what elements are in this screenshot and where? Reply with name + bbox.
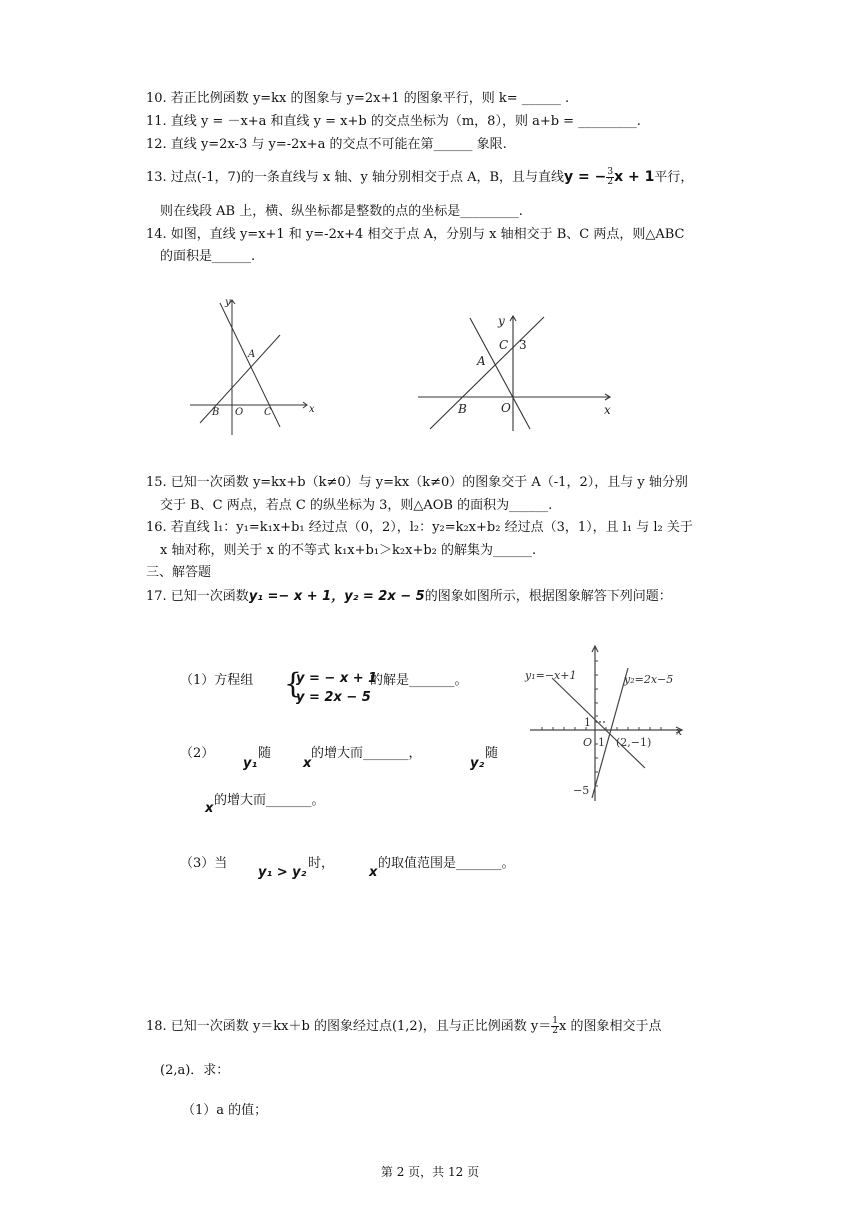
q13-text-1: 13. 过点(-1，7)的一条直线与 x 轴、y 轴分别相交于点 A，B，且与直线	[146, 170, 565, 185]
q17-x-symbol-3: x	[369, 865, 378, 880]
q17-shi: 时，	[308, 856, 335, 871]
q13-fraction	[606, 168, 614, 187]
q17-part-3-answer: 的取值范围是_______。	[378, 856, 515, 871]
q17-sui-2: 随	[485, 746, 499, 761]
question-13-line-2: 则在线段 AB 上，横、纵坐标都是整数的点的坐标是_________.	[160, 204, 523, 219]
question-16-line-2: x 轴对称，则关于 x 的不等式 k₁x+b₁＞k₂x+b₂ 的解集为______.	[160, 543, 537, 558]
question-15-line-2: 交于 B、C 两点，若点 C 的纵坐标为 3，则△AOB 的面积为______.	[160, 498, 553, 513]
q17-part-3-label: （3）当	[180, 856, 228, 871]
q18-text-1: 18. 已知一次函数 y＝kx＋b 的图象经过点(1,2)，且与正比例函数 y＝	[146, 1019, 552, 1034]
question-18-line-1	[146, 1017, 661, 1036]
q17-part-2-label: （2）	[180, 746, 215, 761]
fig2-intercept-3: 3	[519, 338, 527, 352]
q17-y1-symbol: y₁	[243, 756, 258, 771]
figure-1-graph	[185, 295, 325, 435]
q17-system-eq-1: y = − x + 1	[296, 671, 378, 686]
q17-x-symbol-2: x	[205, 801, 214, 816]
question-18-part-1: （1）a 的值；	[182, 1103, 268, 1118]
figure-3-graph	[520, 643, 700, 803]
fig3-origin: O	[583, 736, 593, 749]
q13-eq-lhs: y = −	[564, 169, 607, 185]
fig2-x-label: x	[604, 403, 611, 417]
q18-frac-num: 1	[552, 1016, 558, 1026]
page-footer: 第 2 页，共 12 页	[380, 1165, 480, 1179]
fig2-point-b: B	[458, 402, 467, 416]
q18-fraction	[551, 1017, 559, 1036]
fig1-point-b: B	[212, 407, 220, 418]
fig2-line-1	[430, 317, 544, 429]
question-11: 11. 直线 y = －x+a 和直线 y = x+b 的交点坐标为（m，8），则 a+b = _________.	[146, 114, 641, 129]
q17-part-1-answer: 的解是_______。	[370, 673, 468, 688]
fig3-neg5: −5	[573, 784, 590, 797]
q17-condition: y₁ > y₂	[258, 865, 307, 880]
q17-system-brace: {	[284, 667, 302, 700]
fig1-point-c: C	[264, 407, 272, 418]
fig3-y-one: 1	[584, 716, 591, 729]
fig3-x-label: x	[676, 725, 683, 738]
fig3-line-y2	[592, 668, 628, 798]
q17-x-symbol-1: x	[303, 756, 312, 771]
fig2-origin: O	[501, 401, 511, 415]
question-18-line-2: (2,a)．求：	[160, 1063, 230, 1078]
q18-frac-den: 2	[552, 1026, 558, 1036]
q18-text-2: x 的图象相交于点	[558, 1019, 662, 1034]
question-13-line-1	[146, 168, 693, 187]
fig1-x-label: x	[309, 404, 315, 415]
question-12: 12. 直线 y=2x-3 与 y=-2x+a 的交点不可能在第______ 象限.	[146, 137, 507, 152]
fig2-y-label: y	[498, 314, 505, 328]
q17-text-1: 17. 已知一次函数	[146, 589, 249, 604]
q13-eq-rhs: x + 1	[614, 169, 655, 185]
q13-frac-den: 2	[607, 177, 614, 187]
q17-equations: y₁ =− x + 1，y₂ = 2x − 5	[248, 589, 425, 604]
fig3-x-one: 1	[598, 736, 605, 749]
fig2-point-c: C	[499, 338, 509, 352]
fig3-point-label: (2,−1)	[616, 736, 652, 749]
q13-frac-num: 3	[607, 167, 614, 177]
fig3-label-y2: y₂=2x−5	[624, 673, 674, 686]
question-14-line-2: 的面积是______.	[160, 249, 256, 264]
fig1-y-label: y	[225, 297, 231, 308]
q17-part-2-tail: 的增大而_______。	[214, 793, 325, 808]
q17-text-2: 的图象如图所示，根据图象解答下列问题：	[424, 589, 672, 604]
q17-sui-1: 随	[258, 746, 272, 761]
q17-system-eq-2: y = 2x − 5	[296, 690, 371, 705]
question-17-intro	[146, 588, 672, 606]
figure-2-graph	[418, 313, 618, 433]
fig2-point-a: A	[477, 354, 486, 368]
fig3-line-y1	[552, 678, 645, 768]
fig1-point-a: A	[248, 349, 256, 360]
q17-part-2-middle: 的增大而_______，	[311, 746, 422, 761]
fig2-line-2	[470, 318, 530, 429]
fig1-origin: O	[235, 407, 244, 418]
section-3-heading: 三、解答题	[146, 565, 212, 580]
fig3-label-y1: y₁=−x+1	[525, 669, 577, 682]
question-15-line-1: 15. 已知一次函数 y=kx+b（k≠0）与 y=kx（k≠0）的图象交于 A（-1，2），且与 y 轴分别	[146, 475, 688, 490]
question-10: 10. 若正比例函数 y=kx 的图象与 y=2x+1 的图象平行，则 k= ______ .	[146, 91, 570, 106]
question-14-line-1: 14. 如图，直线 y=x+1 和 y=-2x+4 相交于点 A，分别与 x 轴相交于 B、C 两点，则△ABC	[146, 227, 685, 242]
q13-text-2: 平行，	[654, 170, 694, 185]
question-16-line-1: 16. 若直线 l₁：y₁=k₁x+b₁ 经过点（0，2），l₂：y₂=k₂x+b₂ 经过点（3，1），且 l₁ 与 l₂ 关于	[146, 520, 693, 535]
q17-part-1-label: （1）方程组	[180, 673, 254, 688]
q17-y2-symbol: y₂	[470, 756, 485, 771]
